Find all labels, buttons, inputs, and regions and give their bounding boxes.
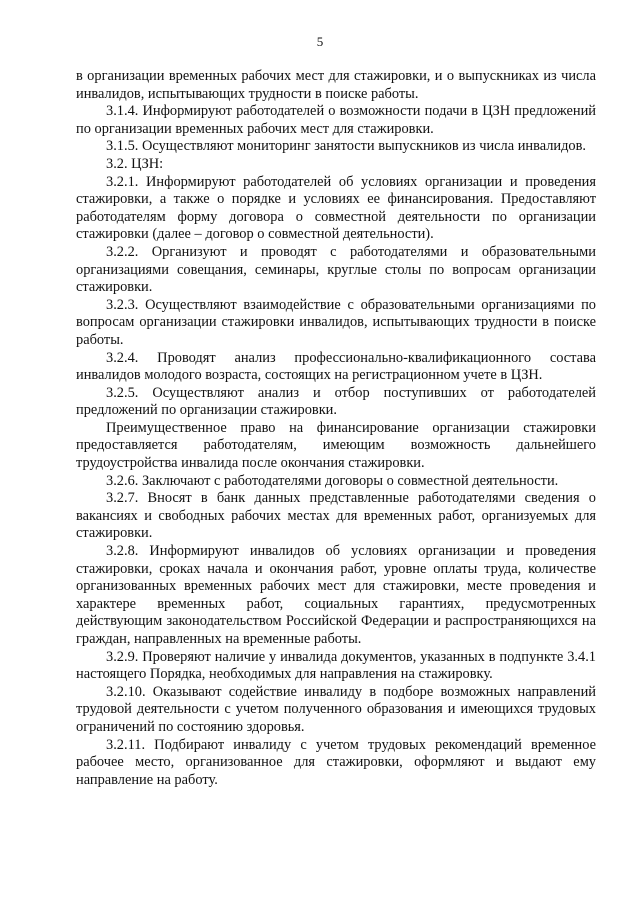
paragraph-3-2-9: 3.2.9. Проверяют наличие у инвалида документов, указанных в подпункте 3.4.1 настоящего Порядка, необходимых для направления на стажировку. (76, 648, 596, 683)
document-body (76, 68, 596, 789)
paragraph-3-2-10: 3.2.10. Оказывают содействие инвалиду в подборе возможных направлений трудовой деятельности с учетом полученного образования и имеющихся трудовых ограничений по состоянию здоровья. (76, 683, 596, 735)
paragraph-3-1-4: 3.1.4. Информируют работодателей о возможности подачи в ЦЗН предложений по организации временных рабочих мест для стажировки. (76, 103, 596, 137)
paragraph-3-2-3: 3.2.3. Осуществляют взаимодействие с образовательными организациями по вопросам организации стажировки инвалидов, испытывающих трудности в поиске работы. (76, 296, 596, 348)
paragraph-priority-right: Преимущественное право на финансирование организации стажировки предоставляется работодателям, имеющим возможность дальнейшего трудоустройства инвалида после окончания стажировки. (76, 419, 596, 472)
paragraph-3-2-7: 3.2.7. Вносят в банк данных представленные работодателями сведения о вакансиях и свободных рабочих местах для временных работ, организуемых для стажировки. (76, 490, 596, 542)
paragraph-3-2-4: 3.2.4. Проводят анализ профессионально-квалификационного состава инвалидов молодого возраста, состоящих на регистрационном учете в ЦЗН. (76, 349, 596, 384)
paragraph-3-2-11: 3.2.11. Подбирают инвалиду с учетом трудовых рекомендаций временное рабочее место, организованное для стажировки, оформляют и выдают ему направление на работу. (76, 736, 596, 788)
section-heading-3-2: 3.2. ЦЗН: (106, 155, 164, 172)
paragraph-3-1-5: 3.1.5. Осуществляют мониторинг занятости выпускников из числа инвалидов. (106, 138, 587, 155)
paragraph-3-2-5: 3.2.5. Осуществляют анализ и отбор поступивших от работодателей предложений по организации стажировки. (76, 384, 596, 419)
paragraph-continuation: в организации временных рабочих мест для стажировки, и о выпускниках из числа инвалидов, испытывающих трудности в поиске работы. (76, 68, 596, 102)
paragraph-3-2-8: 3.2.8. Информируют инвалидов об условиях организации и проведения стажировки, сроках начала и окончания работ, уровне оплаты труда, количестве организованных временных рабочих мест для стажировки, месте проведения и характере временных работ, социальных гарантиях, предусмотренных действующим законодательством Российской Федерации и распространяющихся на граждан, направленных на временные работы. (76, 543, 596, 647)
page-number: 5 (316, 34, 324, 49)
paragraph-3-2-1: 3.2.1. Информируют работодателей об условиях организации и проведения стажировки, а также о порядке и условиях ее финансирования. Предоставляют работодателям форму договора о совместной деятельности по организации стажировки (далее – договор о совместной деятельности). (76, 173, 596, 243)
paragraph-3-2-2: 3.2.2. Организуют и проводят с работодателями и образовательными организациями совещания, семинары, круглые столы по вопросам организации стажировки. (76, 243, 596, 296)
paragraph-3-2-6: 3.2.6. Заключают с работодателями договоры о совместной деятельности. (106, 472, 559, 489)
